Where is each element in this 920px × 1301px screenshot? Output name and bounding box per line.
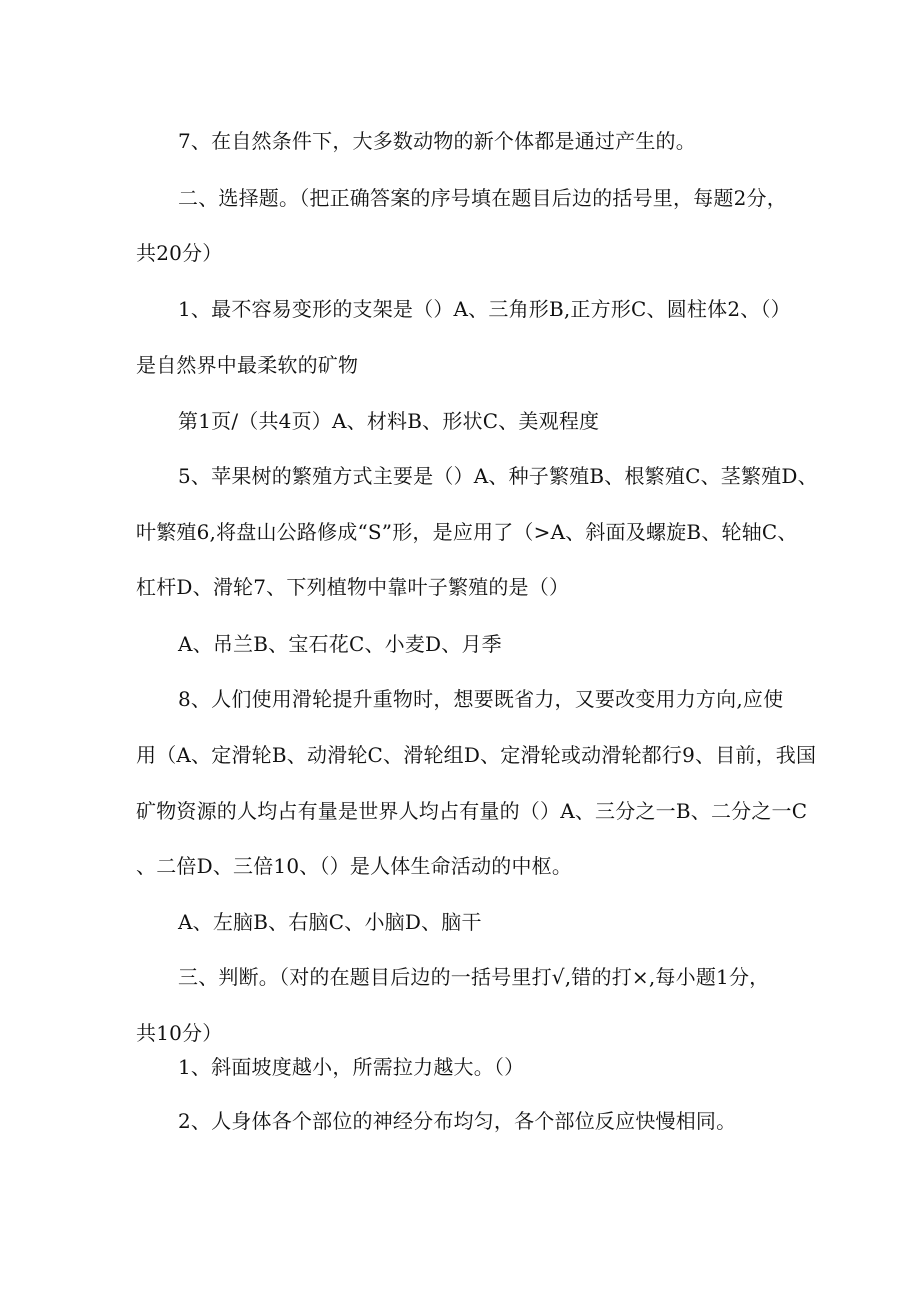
section-heading-choice-cont: 共20分） [136, 241, 223, 265]
section-heading-judgement-cont: 共10分） [136, 1021, 223, 1045]
text-line-question-8-cont: 用（A、定滑轮B、动滑轮C、滑轮组D、定滑轮或动滑轮都行9、目前，我国 [136, 743, 817, 767]
text-line-judgement-2: 2、人身体各个部位的神经分布均匀，各个部位反应快慢相同。 [178, 1109, 737, 1133]
text-line-page-marker: 第1页/（共4页）A、材料B、形状C、美观程度 [178, 409, 600, 433]
text-line-question-10: 、二倍D、三倍10、（）是人体生命活动的中枢。 [136, 854, 573, 878]
text-line-question-8: 8、人们使用滑轮提升重物时，想要既省力，又要改变用力方向,应使 [178, 687, 784, 711]
section-heading-judgement: 三、判断。（对的在题目后边的一括号里打√,错的打×,每小题1分， [178, 965, 770, 989]
text-line-question-7-options: A、吊兰B、宝石花C、小麦D、月季 [178, 632, 502, 656]
text-line-question-7: 杠杆D、滑轮7、下列植物中靠叶子繁殖的是（） [136, 575, 570, 599]
section-heading-choice: 二、选择题。（把正确答案的序号填在题目后边的括号里，每题2分， [178, 186, 787, 210]
text-line-judgement-1: 1、斜面坡度越小，所需拉力越大。（） [178, 1055, 525, 1079]
text-line-question-5: 5、苹果树的繁殖方式主要是（）A、种子繁殖B、根繁殖C、茎繁殖D、 [178, 464, 818, 488]
text-line-fill-blank-7: 7、在自然条件下，大多数动物的新个体都是通过产生的。 [178, 129, 696, 153]
text-line-question-1: 1、最不容易变形的支架是（）A、三角形B,正方形C、圆柱体2、（） [178, 297, 791, 321]
text-line-question-10-options: A、左脑B、右脑C、小脑D、脑干 [178, 910, 482, 934]
text-line-question-2-cont: 是自然界中最柔软的矿物 [136, 353, 359, 377]
text-line-question-6: 叶繁殖6,将盘山公路修成“S”形，是应用了（>A、斜面及螺旋B、轮轴C、 [136, 520, 798, 544]
text-line-question-9: 矿物资源的人均占有量是世界人均占有量的（）A、三分之一B、二分之一C [136, 799, 808, 823]
